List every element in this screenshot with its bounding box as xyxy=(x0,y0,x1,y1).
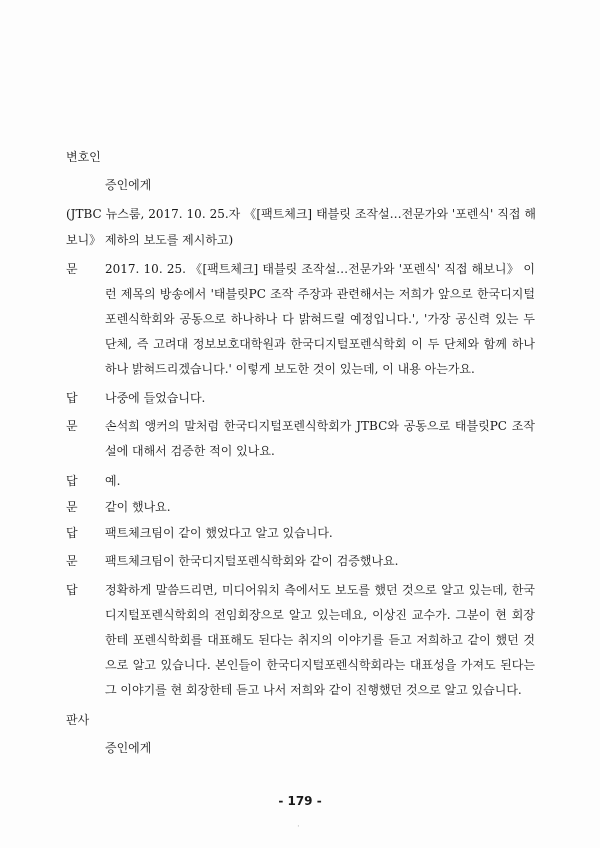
question-1-line-2: 런 제목의 방송에서 '태블릿PC 조작 주장과 관련해서는 저희가 앞으로 한국디지털 xyxy=(105,287,535,301)
answer-label: 답 xyxy=(66,583,78,597)
question-label: 문 xyxy=(66,554,78,568)
answer-3: 팩트체크팀이 같이 했었다고 알고 있습니다. xyxy=(105,526,333,540)
addressee-witness: 증인에게 xyxy=(105,178,152,192)
answer-4-line-3: 한테 포렌식학회를 대표해도 된다는 취지의 이야기를 듣고 저희하고 같이 했던 것 xyxy=(105,633,535,647)
answer-4-line-1: 정확하게 말씀드리면, 미디어워치 측에서도 보도를 했던 것으로 알고 있는데, 한국 xyxy=(105,583,535,597)
answer-label: 답 xyxy=(66,474,78,488)
speaker-lawyer: 변호인 xyxy=(66,150,101,164)
answer-1: 나중에 들었습니다. xyxy=(105,391,206,405)
question-1-line-1: 2017. 10. 25. 《[팩트체크] 태블릿 조작설…전문가와 '포렌식' 직접 해보니》 이 xyxy=(105,262,535,276)
question-1-line-3: 포렌식학회와 공동으로 하나하나 다 밝혀드릴 예정입니다.', '가장 공신력 있는 두 xyxy=(105,312,535,326)
answer-4-line-2: 디지털포렌식학회의 전임회장으로 알고 있는데요, 이상진 교수가. 그분이 현 회장 xyxy=(105,608,535,622)
answer-2: 예. xyxy=(105,474,121,488)
answer-4-line-5: 그 이야기를 현 회장한테 듣고 나서 저희와 같이 진행했던 것으로 알고 있습니다. xyxy=(105,683,522,697)
exhibit-note-line-1: (JTBC 뉴스룸, 2017. 10. 25.자 《[팩트체크] 태블릿 조작설…전문가와 '포렌식' 직접 해 xyxy=(66,207,536,221)
question-1-line-5: 하나 밝혀드리겠습니다.' 이렇게 보도한 것이 있는데, 이 내용 아는가요. xyxy=(105,362,475,376)
question-label: 문 xyxy=(66,262,78,276)
addressee-witness: 증인에게 xyxy=(105,741,152,755)
question-3: 같이 했나요. xyxy=(105,500,171,514)
answer-label: 답 xyxy=(66,526,78,540)
scan-speck: · xyxy=(297,822,300,832)
question-4: 팩트체크팀이 한국디지털포렌식학회와 같이 검증했나요. xyxy=(105,554,399,568)
answer-label: 답 xyxy=(66,391,78,405)
question-label: 문 xyxy=(66,500,78,514)
answer-4-line-4: 으로 알고 있습니다. 본인들이 한국디지털포렌식학회라는 대표성을 가져도 된다는 xyxy=(105,658,535,672)
question-label: 문 xyxy=(66,419,78,433)
exhibit-note-line-2: 보니》 제하의 보도를 제시하고) xyxy=(66,233,234,247)
speaker-judge: 판사 xyxy=(66,713,90,727)
question-2-line-1: 손석희 앵커의 말처럼 한국디지털포렌식학회가 JTBC와 공동으로 태블릿PC 조작 xyxy=(105,419,535,433)
question-2-line-2: 설에 대해서 검증한 적이 있나요. xyxy=(105,444,275,458)
page-number: - 179 - xyxy=(278,794,322,808)
question-1-line-4: 단체, 즉 고려대 정보보호대학원과 한국디지털포렌식학회 이 두 단체와 함께 하나 xyxy=(105,337,535,351)
